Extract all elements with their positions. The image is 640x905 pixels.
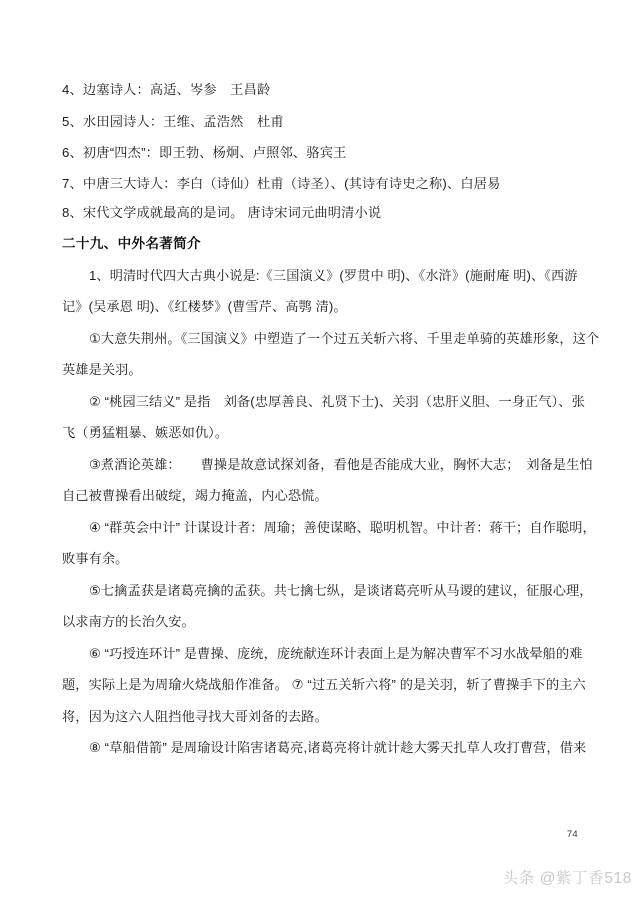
numbered-item-8: 8、宋代文学成就最高的是词。 唐诗宋词元曲明清小说 xyxy=(62,204,382,220)
paragraph-circle-4 xyxy=(62,512,596,575)
numbered-item-4: 4、边塞诗人：高适、岑参 王昌龄 xyxy=(62,82,271,97)
paragraph-line: 题，实际上是为周瑜火烧战船作准备。 ⑦ “过五关斩六将” 的是关羽，斩了曹操手下的主六 xyxy=(62,677,586,692)
paragraph-circle-6-7 xyxy=(62,638,586,733)
paragraph-line: 败事有余。 xyxy=(62,551,129,566)
paragraph-item-1 xyxy=(62,260,578,323)
paragraph-line: ④ “群英会中计” 计谋设计者：周瑜；善使谋略、聪明机智。中计者：蒋干；自作聪明， xyxy=(89,519,596,535)
paragraph-line: 1、明清时代四大古典小说是:《三国演义》(罗贯中 明)、《水浒》(施耐庵 明)、《西游 xyxy=(89,267,578,283)
paragraph-line: ③煮酒论英雄： 曹操是故意试探刘备，看他是否能成大业，胸怀大志； 刘备是生怕 xyxy=(89,456,593,472)
paragraph-line: ⑤七擒孟获是诸葛亮擒的孟获。共七擒七纵，是谈诸葛亮听从马谡的建议，征服心理， xyxy=(89,582,593,598)
paragraph-circle-2 xyxy=(62,386,585,449)
paragraph-line: ⑧ “草船借箭” 是周瑜设计陷害诸葛亮,诸葛亮将计就计趁大雾天扎草人攻打曹营，借来 xyxy=(89,740,587,755)
paragraph-line: ⑥ “巧授连环计” 是曹操、庞统，庞统献连环计表面上是为解决曹军不习水战晕船的难 xyxy=(89,645,583,661)
paragraph-line: 记》(吴承恩 明)、《红楼梦》(曹雪芹、高鹗 清)。 xyxy=(62,299,347,314)
page-number: 74 xyxy=(566,829,578,840)
paragraph-line: 英雄是关羽。 xyxy=(62,362,142,377)
paragraph-line: 将，因为这六人阻挡他寻找大哥刘备的去路。 xyxy=(62,708,328,724)
numbered-item-6: 6、初唐“四杰”：即王勃、杨炯、卢照邻、骆宾王 xyxy=(62,145,347,160)
document-body xyxy=(62,74,600,764)
section-heading: 二十九、中外名著简介 xyxy=(62,235,201,251)
paragraph-circle-8 xyxy=(62,732,587,764)
paragraph-circle-5 xyxy=(62,575,593,638)
paragraph-circle-3 xyxy=(62,449,593,512)
paragraph-line: ② “桃园三结义” 是指 刘备(忠厚善良、礼贤下士)、关羽（忠肝义胆、一身正气）、张 xyxy=(89,393,585,409)
paragraph-line: ①大意失荆州。《三国演义》中塑造了一个过五关斩六将、千里走单骑的英雄形象，这个 xyxy=(89,330,600,346)
numbered-item-7: 7、中唐三大诗人：李白（诗仙）杜甫（诗圣）、(其诗有诗史之称)、白居易 xyxy=(62,175,501,191)
paragraph-line: 以求南方的长治久安。 xyxy=(62,614,195,629)
paragraph-line: 飞（勇猛粗暴、嫉恶如仇）。 xyxy=(62,425,229,440)
paragraph-line: 自己被曹操看出破绽，竭力掩盖，内心恐慌。 xyxy=(62,488,328,503)
watermark: 头条 @紫丁香518 xyxy=(502,870,632,887)
numbered-item-5: 5、水田园诗人：王维、孟浩然 杜甫 xyxy=(62,113,284,129)
paragraph-circle-1 xyxy=(62,323,600,386)
